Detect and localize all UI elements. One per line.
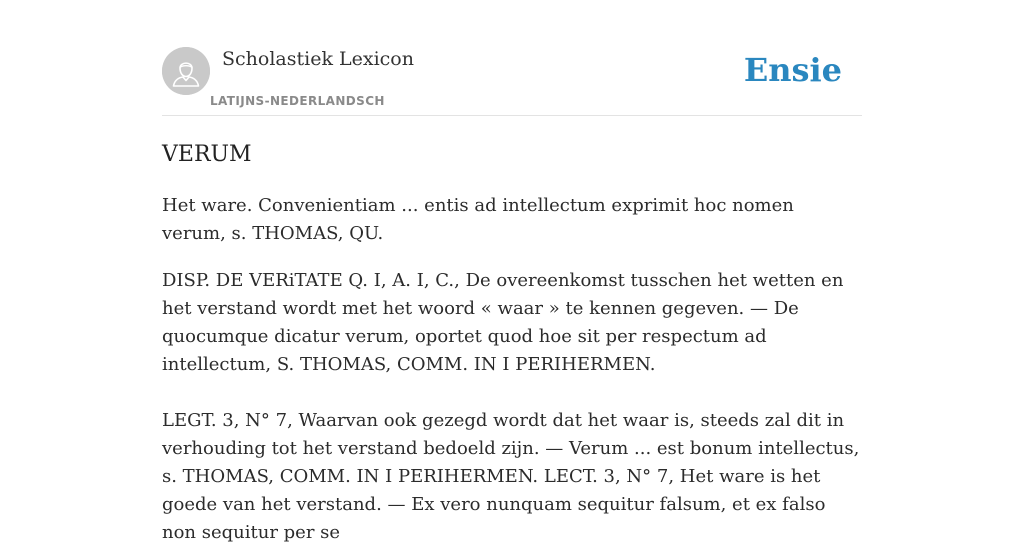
entry-paragraph: LEGT. 3, N° 7, Waarvan ook gezegd wordt dat het waar is, steeds zal dit in verhouding tot het verstand bedoeld zijn. — Verum ... est bonum intellectus, s. THOMAS, COMM. IN I PERIHERMEN. LECT. 3, N° 7, Het ware is het goede van het verstand. — Ex vero nunquam sequitur falsum, et ex falso non sequitur per se: [162, 410, 860, 543]
source-avatar[interactable]: [162, 47, 210, 95]
entry-title: VERUM: [162, 142, 252, 167]
user-icon: [162, 47, 210, 95]
entry-paragraph: DISP. DE VERiTATE Q. I, A. I, C., De overeenkomst tusschen het wetten en het verstand wordt met het woord « waar » te kennen gegeven. — De quocumque dicatur verum, oportet quod hoe sit per respectum ad intellectum, S. THOMAS, COMM. IN I PERIHERMEN.: [162, 270, 844, 375]
source-subtitle: LATIJNS-NEDERLANDSCH: [210, 94, 385, 108]
source-title-link[interactable]: Scholastiek Lexicon: [222, 48, 414, 70]
entry-body: [162, 192, 862, 547]
header: [162, 47, 862, 116]
brand-logo[interactable]: Ensie: [743, 51, 842, 89]
entry-paragraph: Het ware. Convenientiam ... entis ad intellectum exprimit hoc nomen verum, s. THOMAS, QU.: [162, 195, 794, 244]
